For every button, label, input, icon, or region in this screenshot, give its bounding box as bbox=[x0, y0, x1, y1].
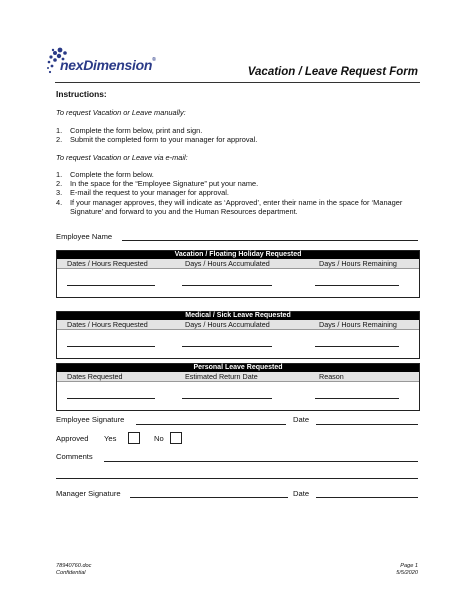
logo-wordmark: nexDimension bbox=[60, 57, 153, 73]
dates-requested-field[interactable] bbox=[67, 398, 155, 399]
column-header: Days / Hours Accumulated bbox=[185, 259, 270, 268]
column-header: Dates / Hours Requested bbox=[67, 320, 148, 329]
manager-signature-field[interactable] bbox=[130, 497, 288, 498]
vacation-section bbox=[56, 250, 420, 298]
column-header: Dates / Hours Requested bbox=[67, 259, 148, 268]
logo-registered-mark: ® bbox=[152, 57, 156, 63]
approved-label: Approved bbox=[56, 434, 89, 443]
column-header: Days / Hours Remaining bbox=[319, 259, 397, 268]
yes-label: Yes bbox=[104, 434, 117, 443]
days-hours-accumulated-field[interactable] bbox=[182, 285, 272, 286]
instructions-title: Instructions: bbox=[56, 89, 107, 99]
days-hours-remaining-field[interactable] bbox=[315, 346, 399, 347]
footer-date: 5/5/2020 bbox=[396, 570, 418, 576]
list-item: 2. In the space for the “Employee Signature” put your name. bbox=[56, 179, 259, 189]
company-logo bbox=[46, 46, 172, 82]
employee-name-field[interactable] bbox=[122, 240, 418, 241]
employee-date-field[interactable] bbox=[316, 424, 418, 425]
employee-name-label: Employee Name bbox=[56, 232, 113, 241]
days-hours-remaining-field[interactable] bbox=[315, 285, 399, 286]
section-title: Medical / Sick Leave Requested bbox=[57, 312, 419, 320]
manager-signature-label: Manager Signature bbox=[56, 489, 121, 498]
column-header: Days / Hours Accumulated bbox=[185, 320, 270, 329]
employee-signature-field[interactable] bbox=[136, 424, 286, 425]
manual-steps-list bbox=[56, 126, 416, 144]
list-item: 3. E-mail the request to your manager for approval. bbox=[56, 188, 229, 198]
column-header: Days / Hours Remaining bbox=[319, 320, 397, 329]
medical-section bbox=[56, 311, 420, 359]
days-hours-accumulated-field[interactable] bbox=[182, 346, 272, 347]
approved-yes-checkbox[interactable] bbox=[128, 432, 140, 444]
form-title: Vacation / Leave Request Form bbox=[247, 66, 418, 78]
comments-field-line-1[interactable] bbox=[104, 461, 418, 462]
email-intro: To request Vacation or Leave via e-mail: bbox=[56, 153, 188, 162]
employee-date-label: Date bbox=[293, 415, 310, 424]
section-title: Personal Leave Requested bbox=[57, 364, 419, 372]
footer-confidential: Confidential bbox=[56, 570, 86, 576]
column-header: Reason bbox=[319, 372, 344, 381]
dates-hours-requested-field[interactable] bbox=[67, 285, 155, 286]
list-item: 2. Submit the completed form to your manager for approval. bbox=[56, 135, 258, 145]
list-item: 1. Complete the form below, print and sign. bbox=[56, 126, 203, 135]
employee-signature-label: Employee Signature bbox=[56, 415, 125, 424]
footer-page-number: Page 1 bbox=[400, 563, 418, 569]
reason-field[interactable] bbox=[315, 398, 399, 399]
no-label: No bbox=[154, 434, 164, 443]
email-steps-list bbox=[56, 170, 422, 216]
dates-hours-requested-field[interactable] bbox=[67, 346, 155, 347]
section-columns bbox=[57, 372, 419, 382]
section-title: Vacation / Floating Holiday Requested bbox=[57, 251, 419, 259]
approved-no-checkbox[interactable] bbox=[170, 432, 182, 444]
list-item: 1. Complete the form below. bbox=[56, 170, 154, 179]
section-columns bbox=[57, 320, 419, 330]
column-header: Dates Requested bbox=[67, 372, 123, 381]
estimated-return-date-field[interactable] bbox=[182, 398, 272, 399]
section-columns bbox=[57, 259, 419, 269]
column-header: Estimated Return Date bbox=[185, 372, 258, 381]
header-rule bbox=[55, 82, 420, 83]
comments-label: Comments bbox=[56, 452, 93, 461]
footer-doc-id: 78940760.doc bbox=[56, 563, 92, 569]
manager-date-field[interactable] bbox=[316, 497, 418, 498]
personal-leave-section bbox=[56, 363, 420, 411]
manager-date-label: Date bbox=[293, 489, 310, 498]
comments-field-line-2[interactable] bbox=[56, 478, 418, 479]
manual-intro: To request Vacation or Leave manually: bbox=[56, 108, 186, 117]
list-item: 4. If your manager approves, they will indicate as ‘Approved’, enter their name in the space for ‘Manager Signature’ and forward to you and the Human Resources department. bbox=[56, 197, 403, 216]
